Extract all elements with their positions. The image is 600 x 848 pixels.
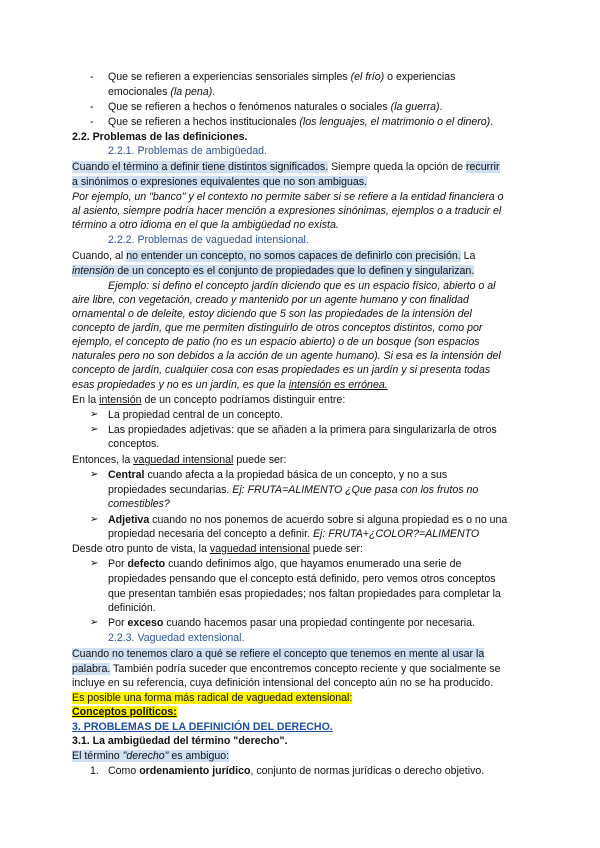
jardin-example-6: naturales pero no son debidos a la acción de un agente humano). Si esa es la intensión del <box>72 350 501 362</box>
defecto-item: Por defecto cuando definimos algo, que hayamos enumerado una serie de <box>108 558 462 570</box>
exceso-item: Por exceso cuando hacemos pasar una propiedad contingente por necesaria. <box>108 617 475 629</box>
extensional-line-1: Cuando no tenemos claro a qué se refiere el concepto que tenemos en mente al usar la <box>72 648 485 660</box>
bullet-institucionales: Que se refieren a hechos institucionales (los lenguajes, el matrimonio o el dinero). <box>108 116 494 128</box>
extensional-line-3: incluye en su referencia, cuya definición intensional del concepto aún no se ha producido. <box>72 677 494 689</box>
dash-bullet: - <box>90 71 94 83</box>
list-number: 1. <box>90 765 99 777</box>
propiedad-central-item: La propiedad central de un concepto. <box>108 409 283 421</box>
central-item-cont-2: comestibles? <box>108 498 170 510</box>
section-3-1-heading: 3.1. La ambigüedad del término "derecho". <box>72 735 288 747</box>
vaguedad-puede-ser-2: Desde otro punto de vista, la vaguedad intensional puede ser: <box>72 543 363 555</box>
jardin-example-5: ejemplo, el concepto de patio (no es un espacio abierto) o de un bosque (son espacios <box>72 336 480 348</box>
jardin-example-8: esas propiedades y no es un jardín, es que la intensión es errónea. <box>72 379 388 391</box>
defecto-item-cont-1: propiedades pensando que el concepto está definido, pero vemos otros conceptos <box>108 573 496 585</box>
jardin-example-4: concepto de jardín, que me permiten distinguirlo de otros conceptos distintos, como por <box>72 322 483 334</box>
arrow-bullet-icon: ➢ <box>90 409 99 420</box>
termino-derecho-line: El término "derecho" es ambiguo: <box>72 750 230 762</box>
ambiguedad-example-3: término a otro idioma en el que la ambigüedad no exista. <box>72 219 339 231</box>
ambiguedad-line-2: a sinónimos o expresiones equivalentes que no son ambiguas. <box>72 176 368 188</box>
defecto-item-cont-3: definición. <box>108 602 156 614</box>
distinguir-intro: En la intensión de un concepto podríamos distinguir entre: <box>72 394 346 406</box>
subsection-2-2-3-heading: 2.2.3. Vaguedad extensional. <box>108 632 245 644</box>
arrow-bullet-icon: ➢ <box>90 617 99 628</box>
arrow-bullet-icon: ➢ <box>90 514 99 525</box>
bullet-sensoriales-cont: emocionales (la pena). <box>108 86 216 98</box>
propiedades-adjetivas-cont: conceptos. <box>108 438 160 450</box>
vaguedad-puede-ser-1: Entonces, la vaguedad intensional puede ser: <box>72 454 287 466</box>
conceptos-politicos: Conceptos políticos: <box>72 706 177 718</box>
section-3-heading: 3. PROBLEMAS DE LA DEFINICIÓN DEL DERECHO. <box>72 721 333 733</box>
vaguedad-line-1: Cuando, al no entender un concepto, no somos capaces de definirlo con precisión. La <box>72 250 476 262</box>
adjetiva-item: Adjetiva cuando no nos ponemos de acuerdo sobre si alguna propiedad es o no una <box>108 514 508 526</box>
arrow-bullet-icon: ➢ <box>90 424 99 435</box>
ambiguedad-example-1: Por ejemplo, un "banco" y el contexto no permite saber si se refiere a la entidad financiera o <box>72 191 504 203</box>
central-item-cont: propiedades secundarias. Ej: FRUTA=ALIMENTO ¿Que pasa con los frutos no <box>108 484 479 496</box>
jardin-example-7: concepto de jardín, cualquier cosa con esas propiedades es un jardín y si presenta todas <box>72 364 491 376</box>
adjetiva-item-cont: propiedad necesaria del concepto a definir. Ej: FRUTA+¿COLOR?=ALIMENTO <box>108 528 480 540</box>
ordenamiento-item: Como ordenamiento jurídico, conjunto de normas jurídicas o derecho objetivo. <box>108 765 485 777</box>
arrow-bullet-icon: ➢ <box>90 469 99 480</box>
ambiguedad-line-1: Cuando el término a definir tiene distintos significados. Siempre queda la opción de recurrir <box>72 161 500 173</box>
defecto-item-cont-2: que presentan también esas propiedades; nos faltan propiedades para completar la <box>108 588 501 600</box>
central-item: Central cuando afecta a la propiedad básica de un concepto, y no a sus <box>108 469 448 481</box>
extensional-line-4: Es posible una forma más radical de vaguedad extensional: <box>72 692 353 704</box>
section-2-2-heading: 2.2. Problemas de las definiciones. <box>72 131 248 143</box>
jardin-example-3: ornamental o de deleite, estoy diciendo que 5 son las propiedades de la intensión del <box>72 308 472 320</box>
propiedades-adjetivas-item: Las propiedades adjetivas: que se añaden a la primera para singularizarla de otros <box>108 424 497 436</box>
extensional-line-2: palabra. También podría suceder que encontremos concepto reciente y que socialmente se <box>72 663 501 675</box>
dash-bullet: - <box>90 101 94 113</box>
subsection-2-2-2-heading: 2.2.2. Problemas de vaguedad intensional. <box>108 234 309 246</box>
subsection-2-2-1-heading: 2.2.1. Problemas de ambigüedad. <box>108 145 268 157</box>
ambiguedad-example-2: al asiento, siempre podría hacer mención a expresiones sinónimas, ejemplos o a traducir el <box>72 205 502 217</box>
jardin-example-1: Ejemplo: si defino el concepto jardín diciendo que es un espacio físico, abierto o al <box>108 280 496 292</box>
bullet-sensoriales: Que se refieren a experiencias sensoriales simples (el frío) o experiencias <box>108 71 456 83</box>
vaguedad-line-2: intensión de un concepto es el conjunto de propiedades que lo definen y singularizan. <box>72 265 475 277</box>
jardin-example-2: aire libre, con vegetación, creado y mantenido por un agente humano y con finalidad <box>72 294 469 306</box>
dash-bullet: - <box>90 116 94 128</box>
arrow-bullet-icon: ➢ <box>90 558 99 569</box>
bullet-hechos: Que se refieren a hechos o fenómenos naturales o sociales (la guerra). <box>108 101 443 113</box>
